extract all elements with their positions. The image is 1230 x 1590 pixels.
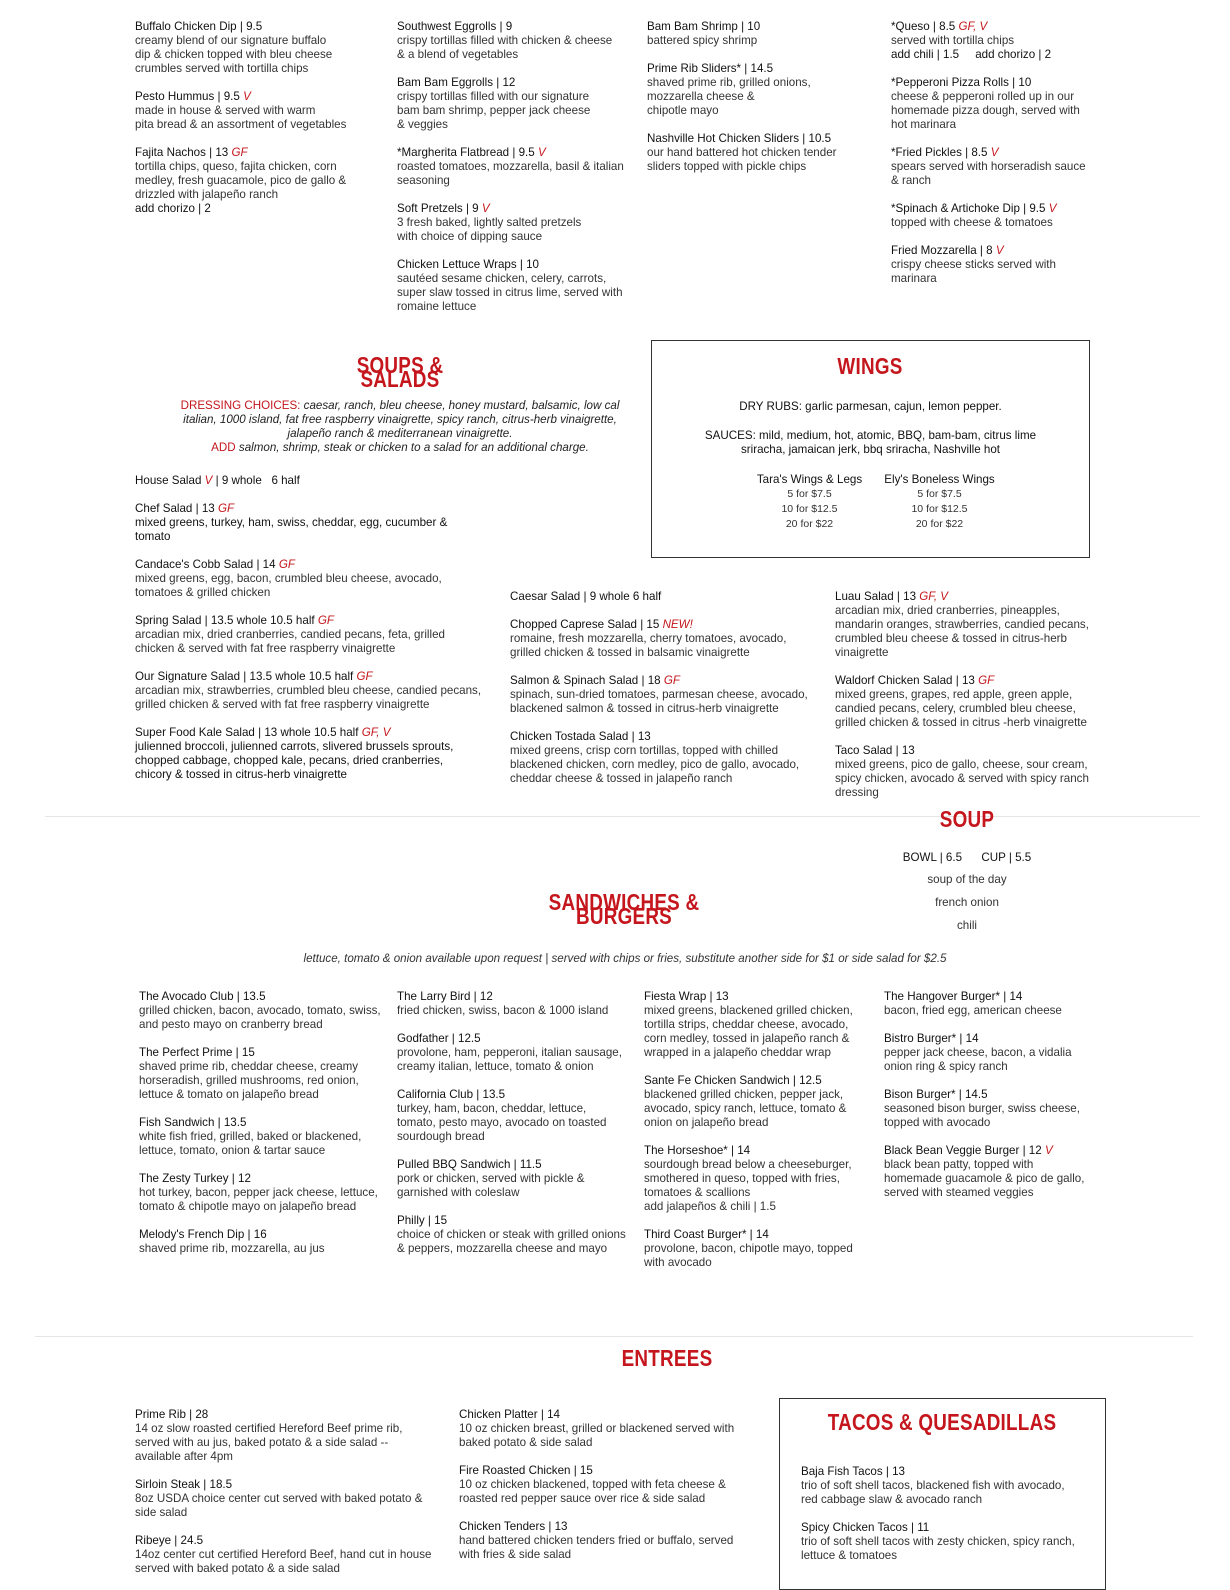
menu-item-name: Chicken Tenders | 13 bbox=[459, 1520, 568, 1533]
entrees-col-2 bbox=[459, 1408, 759, 1576]
menu-item-name: Chef Salad | 13 bbox=[135, 502, 215, 515]
menu-item-title bbox=[884, 1032, 1114, 1046]
menu-item bbox=[891, 202, 1111, 230]
dietary-tag: GF bbox=[978, 674, 995, 687]
add-label: ADD bbox=[211, 441, 236, 454]
menu-item-name: Spicy Chicken Tacos | 11 bbox=[801, 1521, 930, 1534]
menu-item-description: shaved prime rib, cheddar cheese, creamy horseradish, grilled mushrooms, red onion, lettuce & tomato on jalapeño bread bbox=[139, 1060, 359, 1101]
menu-item bbox=[135, 726, 500, 782]
wings-box bbox=[651, 340, 1090, 558]
wing-option-1 bbox=[742, 473, 877, 532]
menu-item-name: Godfather | 12.5 bbox=[397, 1032, 481, 1045]
menu-item bbox=[647, 132, 877, 174]
menu-item-name: *Fried Pickles | 8.5 bbox=[891, 146, 988, 159]
menu-item bbox=[459, 1520, 759, 1562]
menu-item bbox=[135, 90, 385, 132]
menu-item-name: California Club | 13.5 bbox=[397, 1088, 506, 1101]
menu-item bbox=[884, 990, 1114, 1018]
menu-item-description: provolone, ham, pepperoni, italian sausage, creamy italian, lettuce, tomato & onion bbox=[397, 1046, 622, 1073]
menu-item-title bbox=[884, 990, 1114, 1004]
menu-item-name: Bistro Burger* | 14 bbox=[884, 1032, 979, 1045]
menu-item-title bbox=[135, 670, 500, 684]
menu-item-name: Philly | 15 bbox=[397, 1214, 448, 1227]
menu-item-name: *Pepperoni Pizza Rolls | 10 bbox=[891, 76, 1032, 89]
dietary-tag: NEW! bbox=[662, 618, 693, 631]
menu-item-title bbox=[801, 1521, 1101, 1535]
menu-item-title bbox=[891, 20, 1111, 34]
menu-item-title bbox=[139, 1046, 394, 1060]
menu-item-description: crispy tortillas filled with chicken & cheese & a blend of vegetables bbox=[397, 34, 613, 61]
menu-item bbox=[135, 20, 385, 76]
menu-item bbox=[891, 76, 1111, 132]
menu-item-title bbox=[139, 1116, 394, 1130]
menu-item-title bbox=[835, 674, 1110, 688]
menu-item-description: arcadian mix, dried cranberries, candied pecans, feta, grilled chicken & served with fat free raspberry vinaigrette bbox=[135, 628, 445, 655]
menu-item-title bbox=[135, 1408, 450, 1422]
menu-item-description: mixed greens, crisp corn tortillas, topped with chilled blackened chicken, corn medley, pico de gallo, avocado, cheddar cheese & tossed in jalapeño ranch bbox=[510, 744, 800, 785]
menu-item-name: Bam Bam Shrimp | 10 bbox=[647, 20, 761, 33]
menu-item-title bbox=[884, 1088, 1114, 1102]
menu-item bbox=[884, 1088, 1114, 1130]
menu-item-name: Fire Roasted Chicken | 15 bbox=[459, 1464, 593, 1477]
menu-item-description: grilled chicken, bacon, avocado, tomato, swiss, and pesto mayo on cranberry bread bbox=[139, 1004, 381, 1031]
dietary-tag: V bbox=[1048, 202, 1057, 215]
dietary-tag: V bbox=[481, 202, 490, 215]
menu-item bbox=[397, 76, 642, 132]
menu-item-description: made in house & served with warm pita bread & an assortment of vegetables bbox=[135, 104, 347, 131]
menu-item bbox=[801, 1465, 1101, 1507]
menu-item-title bbox=[891, 202, 1111, 216]
salads-col-1 bbox=[135, 474, 500, 796]
menu-item-title bbox=[397, 1088, 642, 1102]
menu-item-description: 3 fresh baked, lightly salted pretzels with choice of dipping sauce bbox=[397, 216, 582, 243]
menu-item-name: Chicken Platter | 14 bbox=[459, 1408, 560, 1421]
menu-item-title bbox=[647, 20, 877, 34]
menu-item bbox=[135, 502, 500, 544]
menu-item-description: 14oz center cut certified Hereford Beef, hand cut in house served with baked potato & a side salad bbox=[135, 1548, 432, 1575]
menu-item-name: Sirloin Steak | 18.5 bbox=[135, 1478, 233, 1491]
dietary-tag: GF bbox=[663, 674, 680, 687]
wing-price: 20 for $22 bbox=[915, 518, 964, 530]
soup-item: french onion bbox=[935, 896, 999, 909]
menu-item bbox=[135, 146, 385, 216]
menu-item-addon: add chili | 1.5 add chorizo | 2 bbox=[891, 48, 1052, 61]
menu-item-name: Ribeye | 24.5 bbox=[135, 1534, 204, 1547]
menu-item-description: bacon, fried egg, american cheese bbox=[884, 1004, 1062, 1017]
dressing-choices bbox=[170, 399, 630, 455]
menu-item-title bbox=[891, 76, 1111, 90]
menu-item bbox=[135, 670, 500, 712]
menu-item-description: tortilla chips, queso, fajita chicken, corn medley, fresh guacamole, pico de gallo & drizzled with jalapeño ranch bbox=[135, 160, 347, 201]
menu-item-name: Prime Rib | 28 bbox=[135, 1408, 209, 1421]
menu-item-name: Prime Rib Sliders* | 14.5 bbox=[647, 62, 774, 75]
menu-item-description: served with tortilla chips bbox=[891, 34, 1015, 47]
menu-item bbox=[884, 1144, 1114, 1200]
menu-item-title bbox=[835, 590, 1110, 604]
menu-item-title bbox=[644, 990, 879, 1004]
sandwiches-col-2 bbox=[397, 990, 642, 1270]
menu-item-title bbox=[397, 258, 642, 272]
menu-item bbox=[644, 1144, 879, 1214]
menu-item-description: mixed greens, grapes, red apple, green apple, candied pecans, celery, crumbled bleu cheese, grilled chicken & tossed in citrus -herb vinaigrette bbox=[835, 688, 1087, 729]
dietary-tag: V bbox=[204, 474, 213, 487]
menu-item bbox=[644, 990, 879, 1060]
appetizers-col-4 bbox=[891, 20, 1111, 300]
menu-item-title bbox=[891, 146, 1111, 160]
menu-item-title bbox=[647, 62, 877, 76]
dietary-tag: GF bbox=[278, 558, 295, 571]
soup-heading: SOUP bbox=[939, 806, 995, 832]
menu-item bbox=[835, 590, 1110, 660]
menu-item-name: Fiesta Wrap | 13 bbox=[644, 990, 729, 1003]
menu-item-name: Black Bean Veggie Burger | 12 bbox=[884, 1144, 1042, 1157]
menu-item-name: Caesar Salad | 9 whole 6 half bbox=[510, 590, 662, 603]
dietary-tag: V bbox=[243, 90, 251, 103]
menu-item bbox=[135, 558, 500, 600]
menu-item-title bbox=[459, 1408, 759, 1422]
soup-item: chili bbox=[957, 919, 977, 932]
dietary-tag: V bbox=[995, 244, 1004, 257]
menu-item-description: turkey, ham, bacon, cheddar, lettuce, tomato, pesto mayo, avocado on toasted sourdough bread bbox=[397, 1102, 607, 1143]
menu-item bbox=[397, 20, 642, 62]
menu-item-name: Luau Salad | 13 bbox=[835, 590, 917, 603]
menu-item-name: Soft Pretzels | 9 bbox=[397, 202, 479, 215]
menu-item bbox=[139, 990, 394, 1032]
menu-item-title bbox=[135, 1478, 450, 1492]
wing-option-name: Ely's Boneless Wings bbox=[884, 473, 995, 486]
menu-item-title bbox=[397, 1158, 642, 1172]
wing-price: 5 for $7.5 bbox=[917, 488, 962, 500]
menu-item-description: seasoned bison burger, swiss cheese, topped with avocado bbox=[884, 1102, 1080, 1129]
menu-item bbox=[835, 744, 1110, 800]
menu-item-name: Fried Mozzarella | 8 bbox=[891, 244, 993, 257]
menu-item-name: Bison Burger* | 14.5 bbox=[884, 1088, 988, 1101]
tacos-list bbox=[801, 1465, 1101, 1577]
menu-item-name: Chopped Caprese Salad | 15 bbox=[510, 618, 660, 631]
menu-item-name: Candace's Cobb Salad | 14 bbox=[135, 558, 276, 571]
wing-option-2 bbox=[872, 473, 1007, 532]
menu-item bbox=[397, 1032, 642, 1074]
wing-price: 5 for $7.5 bbox=[787, 488, 832, 500]
wing-price: 20 for $22 bbox=[785, 518, 834, 530]
menu-item-name: *Queso | 8.5 bbox=[891, 20, 956, 33]
menu-item-name: Sante Fe Chicken Sandwich | 12.5 bbox=[644, 1074, 822, 1087]
menu-item-name: Bam Bam Eggrolls | 12 bbox=[397, 76, 516, 89]
dressing-text: caesar, ranch, bleu cheese, honey mustard, balsamic, low cal italian, 1000 island, fat free raspberry vinaigrette, spicy ranch, citrus-herb vinaigrette, jalapeño ranch & mediterranean vinaigrette. bbox=[183, 399, 620, 440]
menu-item-name: Chicken Tostada Salad | 13 bbox=[510, 730, 651, 743]
menu-item bbox=[644, 1228, 879, 1270]
menu-item bbox=[835, 674, 1110, 730]
menu-item-title bbox=[397, 146, 642, 160]
menu-item bbox=[135, 1534, 450, 1576]
menu-item-title bbox=[135, 726, 500, 740]
dietary-tag: V bbox=[537, 146, 546, 159]
sauces: SAUCES: mild, medium, hot, atomic, BBQ, bam-bam, citrus lime sriracha, jamaican jerk, bbq sriracha, Nashville hot bbox=[704, 429, 1037, 456]
menu-item-title bbox=[135, 502, 500, 516]
menu-item bbox=[801, 1521, 1101, 1563]
entrees-col-1 bbox=[135, 1408, 450, 1590]
menu-item-description: hot turkey, bacon, pepper jack cheese, lettuce, tomato & chipotle mayo on jalapeño bread bbox=[139, 1186, 378, 1213]
dietary-tag: GF bbox=[356, 670, 373, 683]
sandwiches-note: lettuce, tomato & onion available upon request | served with chips or fries, substitute another side for $1 or side salad for $2.5 bbox=[303, 952, 947, 965]
menu-item-name: Our Signature Salad | 13.5 whole 10.5 half bbox=[135, 670, 354, 683]
menu-item-name: Pesto Hummus | 9.5 bbox=[135, 90, 240, 103]
menu-item-name: Fish Sandwich | 13.5 bbox=[139, 1116, 247, 1129]
menu-item-description: 10 oz chicken blackened, topped with feta cheese & roasted red pepper sauce over rice & side salad bbox=[459, 1478, 726, 1505]
menu-item-description: mixed greens, turkey, ham, swiss, cheddar, egg, cucumber & tomato bbox=[135, 516, 448, 543]
sandwiches-col-4 bbox=[884, 990, 1114, 1214]
menu-item-title bbox=[135, 558, 500, 572]
menu-item-name: Southwest Eggrolls | 9 bbox=[397, 20, 513, 33]
menu-item-description: hand battered chicken tenders fried or buffalo, served with fries & side salad bbox=[459, 1534, 734, 1561]
menu-item bbox=[135, 1478, 450, 1520]
menu-item-name: *Spinach & Artichoke Dip | 9.5 bbox=[891, 202, 1046, 215]
wing-price: 10 for $12.5 bbox=[781, 503, 838, 515]
dietary-tag: GF, V bbox=[361, 726, 391, 739]
menu-item-title bbox=[510, 674, 820, 688]
menu-item-description: spears served with horseradish sauce & ranch bbox=[891, 160, 1086, 187]
menu-item-description: pepper jack cheese, bacon, a vidalia onion ring & spicy ranch bbox=[884, 1046, 1072, 1073]
menu-item-description: spinach, sun-dried tomatoes, parmesan cheese, avocado, blackened salmon & tossed in citrus-herb vinaigrette bbox=[510, 688, 808, 715]
menu-item-description: mixed greens, pico de gallo, cheese, sour cream, spicy chicken, avocado & served with spicy ranch dressing bbox=[835, 758, 1089, 799]
menu-item-description: romaine, fresh mozzarella, cherry tomatoes, avocado, grilled chicken & tossed in balsamic vinaigrette bbox=[510, 632, 787, 659]
menu-item bbox=[647, 20, 877, 48]
menu-item-title bbox=[397, 990, 642, 1004]
menu-item-name: Salmon & Spinach Salad | 18 bbox=[510, 674, 661, 687]
menu-item-name: Fajita Nachos | 13 bbox=[135, 146, 229, 159]
menu-item bbox=[884, 1032, 1114, 1074]
menu-item-title bbox=[835, 744, 1110, 758]
sandwiches-col-3 bbox=[644, 990, 879, 1284]
menu-item-title bbox=[135, 474, 500, 488]
menu-item-description: 14 oz slow roasted certified Hereford Beef prime rib, served with au jus, baked potato & a side salad -- available after 4pm bbox=[135, 1422, 403, 1463]
menu-item bbox=[397, 258, 642, 314]
appetizers-col-2 bbox=[397, 20, 642, 328]
menu-item-name: Melody's French Dip | 16 bbox=[139, 1228, 267, 1241]
menu-item bbox=[397, 146, 642, 188]
menu-item-title bbox=[139, 1228, 394, 1242]
menu-item bbox=[397, 1158, 642, 1200]
menu-item-name: Pulled BBQ Sandwich | 11.5 bbox=[397, 1158, 542, 1171]
dietary-tag: V bbox=[990, 146, 999, 159]
menu-item-title bbox=[801, 1465, 1101, 1479]
menu-item-title bbox=[397, 76, 642, 90]
menu-item-description: sautéed sesame chicken, celery, carrots, super slaw tossed in citrus lime, served with romaine lettuce bbox=[397, 272, 623, 313]
menu-item-name: House Salad bbox=[135, 474, 202, 487]
menu-item-title bbox=[139, 1172, 394, 1186]
salads-col-3 bbox=[835, 590, 1110, 814]
menu-item-description: our hand battered hot chicken tender sliders topped with pickle chips bbox=[647, 146, 837, 173]
menu-item-title bbox=[135, 1534, 450, 1548]
menu-item bbox=[510, 590, 820, 604]
menu-item-description: shaved prime rib, mozzarella, au jus bbox=[139, 1242, 325, 1255]
menu-item-name: Chicken Lettuce Wraps | 10 bbox=[397, 258, 539, 271]
menu-item-description: crispy tortillas filled with our signature bam bam shrimp, pepper jack cheese & veggies bbox=[397, 90, 591, 131]
menu-item-description: sourdough bread below a cheeseburger, smothered in queso, topped with fries, tomatoes & scallions add jalapeños & chili | 1.5 bbox=[644, 1158, 852, 1213]
menu-item bbox=[891, 244, 1111, 286]
menu-item-description: blackened grilled chicken, pepper jack, avocado, spicy ranch, lettuce, tomato & onion on jalapeño bread bbox=[644, 1088, 847, 1129]
menu-item-name: Super Food Kale Salad | 13 whole 10.5 half bbox=[135, 726, 359, 739]
menu-item-title bbox=[397, 1214, 642, 1228]
menu-item-name: The Avocado Club | 13.5 bbox=[139, 990, 266, 1003]
menu-item-name: *Margherita Flatbread | 9.5 bbox=[397, 146, 535, 159]
menu-item-name: Third Coast Burger* | 14 bbox=[644, 1228, 769, 1241]
menu-item bbox=[459, 1408, 759, 1450]
menu-item bbox=[135, 614, 500, 656]
menu-item bbox=[510, 674, 820, 716]
menu-item bbox=[891, 20, 1111, 62]
menu-item bbox=[644, 1074, 879, 1130]
menu-item-name: Taco Salad | 13 bbox=[835, 744, 915, 757]
menu-item-name: Waldorf Chicken Salad | 13 bbox=[835, 674, 975, 687]
menu-item-name: Buffalo Chicken Dip | 9.5 bbox=[135, 20, 263, 33]
menu-item bbox=[139, 1228, 394, 1256]
menu-item-name: Nashville Hot Chicken Sliders | 10.5 bbox=[647, 132, 832, 145]
dietary-tag: GF bbox=[231, 146, 248, 159]
menu-item-description: trio of soft shell tacos, blackened fish with avocado, red cabbage slaw & avocado ranch bbox=[801, 1479, 1065, 1506]
menu-item-name: Spring Salad | 13.5 whole 10.5 half bbox=[135, 614, 315, 627]
menu-item-title bbox=[397, 1032, 642, 1046]
menu-item-description: creamy blend of our signature buffalo dip & chicken topped with bleu cheese crumbles served with tortilla chips bbox=[135, 34, 333, 75]
soup-item: soup of the day bbox=[927, 873, 1007, 886]
menu-item-name: Baja Fish Tacos | 13 bbox=[801, 1465, 905, 1478]
menu-item-description: provolone, bacon, chipotle mayo, topped with avocado bbox=[644, 1242, 853, 1269]
menu-item-title bbox=[647, 132, 877, 146]
menu-item-description: choice of chicken or steak with grilled onions & peppers, mozzarella cheese and mayo bbox=[397, 1228, 626, 1255]
dry-rubs: DRY RUBS: garlic parmesan, cajun, lemon pepper. bbox=[739, 400, 1002, 413]
menu-item-title bbox=[397, 202, 642, 216]
add-text: salmon, shrimp, steak or chicken to a salad for an additional charge. bbox=[238, 441, 589, 454]
menu-item-description: fried chicken, swiss, bacon & 1000 island bbox=[397, 1004, 609, 1017]
wing-price: 10 for $12.5 bbox=[911, 503, 968, 515]
menu-item-name: The Hangover Burger* | 14 bbox=[884, 990, 1023, 1003]
menu-item bbox=[139, 1172, 394, 1214]
menu-item bbox=[397, 1214, 642, 1256]
menu-item bbox=[510, 618, 820, 660]
menu-item-name: The Zesty Turkey | 12 bbox=[139, 1172, 251, 1185]
menu-item bbox=[139, 1046, 394, 1102]
menu-item-description: cheese & pepperoni rolled up in our homemade pizza dough, served with hot marinara bbox=[891, 90, 1080, 131]
entrees-heading: ENTREES bbox=[621, 1345, 713, 1371]
salads-col-2 bbox=[510, 590, 820, 800]
menu-item bbox=[397, 202, 642, 244]
menu-item-title bbox=[135, 20, 385, 34]
dietary-tag: GF, V bbox=[958, 20, 988, 33]
menu-item-description: topped with cheese & tomatoes bbox=[891, 216, 1053, 229]
menu-item bbox=[135, 474, 500, 488]
appetizers-col-1 bbox=[135, 20, 385, 230]
menu-item-price: | 9 whole 6 half bbox=[212, 474, 300, 487]
tacos-box bbox=[779, 1398, 1106, 1590]
soups-salads-heading: SOUPS & SALADS bbox=[356, 352, 444, 392]
menu-item-description: arcadian mix, strawberries, crumbled bleu cheese, candied pecans, grilled chicken & served with fat free raspberry vinaigrette bbox=[135, 684, 482, 711]
appetizers-col-3 bbox=[647, 20, 877, 188]
menu-item-description: mixed greens, egg, bacon, crumbled bleu cheese, avocado, tomatoes & grilled chicken bbox=[135, 572, 442, 599]
dietary-tag: GF bbox=[317, 614, 334, 627]
soup-sizes: BOWL | 6.5 CUP | 5.5 bbox=[902, 851, 1032, 864]
wings-heading: WINGS bbox=[837, 353, 903, 379]
menu-item-description: white fish fried, grilled, baked or blackened, lettuce, tomato, onion & tartar sauce bbox=[139, 1130, 362, 1157]
menu-item-title bbox=[510, 730, 820, 744]
menu-item-title bbox=[139, 990, 394, 1004]
menu-item bbox=[510, 730, 820, 786]
menu-item-description: battered spicy shrimp bbox=[647, 34, 758, 47]
menu-item-title bbox=[135, 614, 500, 628]
menu-item-name: The Horseshoe* | 14 bbox=[644, 1144, 751, 1157]
wing-option-name: Tara's Wings & Legs bbox=[756, 473, 863, 486]
menu-item-description: roasted tomatoes, mozzarella, basil & italian seasoning bbox=[397, 160, 624, 187]
menu-item bbox=[135, 1408, 450, 1464]
menu-item-description: 10 oz chicken breast, grilled or blackened served with baked potato & side salad bbox=[459, 1422, 735, 1449]
menu-item-title bbox=[644, 1228, 879, 1242]
menu-item bbox=[891, 146, 1111, 188]
menu-item-addon: add chorizo | 2 bbox=[135, 202, 211, 215]
menu-item-description: shaved prime rib, grilled onions, mozzarella cheese & chipotle mayo bbox=[647, 76, 811, 117]
menu-item bbox=[459, 1464, 759, 1506]
sandwiches-heading: SANDWICHES & BURGERS bbox=[548, 889, 700, 929]
menu-item-description: arcadian mix, dried cranberries, pineapples, mandarin oranges, strawberries, candied pecans, crumbled bleu cheese & tossed in citrus-herb vinaigrette bbox=[835, 604, 1089, 659]
menu-item-title bbox=[135, 146, 385, 160]
menu-item-description: pork or chicken, served with pickle & garnished with coleslaw bbox=[397, 1172, 585, 1199]
menu-item bbox=[139, 1116, 394, 1158]
menu-item-name: The Perfect Prime | 15 bbox=[139, 1046, 255, 1059]
menu-item bbox=[397, 1088, 642, 1144]
dressing-label: DRESSING CHOICES: bbox=[180, 399, 301, 412]
sandwiches-col-1 bbox=[139, 990, 394, 1270]
menu-item-title bbox=[644, 1144, 879, 1158]
menu-item-title bbox=[459, 1464, 759, 1478]
dietary-tag: GF bbox=[217, 502, 235, 515]
menu-item-title bbox=[644, 1074, 879, 1088]
dietary-tag: V bbox=[1044, 1144, 1053, 1157]
dietary-tag: GF, V bbox=[919, 590, 949, 603]
menu-item-description: black bean patty, topped with homemade guacamole & pico de gallo, served with steamed veggies bbox=[884, 1158, 1085, 1199]
menu-item-title bbox=[510, 590, 820, 604]
menu-item-title bbox=[884, 1144, 1114, 1158]
menu-item-name: The Larry Bird | 12 bbox=[397, 990, 493, 1003]
menu-item bbox=[647, 62, 877, 118]
tacos-heading: TACOS & QUESADILLAS bbox=[827, 1409, 1057, 1435]
menu-item-title bbox=[891, 244, 1111, 258]
menu-item bbox=[397, 990, 642, 1018]
menu-item-description: 8oz USDA choice center cut served with baked potato & side salad bbox=[135, 1492, 423, 1519]
menu-item-title bbox=[459, 1520, 759, 1534]
divider bbox=[35, 1336, 1193, 1337]
menu-item-description: trio of soft shell tacos with zesty chicken, spicy ranch, lettuce & tomatoes bbox=[801, 1535, 1075, 1562]
menu-item-title bbox=[135, 90, 385, 104]
menu-item-title bbox=[510, 618, 820, 632]
menu-item-description: crispy cheese sticks served with marinara bbox=[891, 258, 1056, 285]
menu-item-title bbox=[397, 20, 642, 34]
menu-item-description: mixed greens, blackened grilled chicken, tortilla strips, cheddar cheese, avocado, corn medley, tossed in jalapeño ranch & wrapped in a jalapeño cheddar wrap bbox=[644, 1004, 853, 1059]
menu-item-description: julienned broccoli, julienned carrots, slivered brussels sprouts, chopped cabbage, chopped kale, pecans, dried cranberries, chicory & tossed in citrus-herb vinaigrette bbox=[135, 740, 454, 781]
